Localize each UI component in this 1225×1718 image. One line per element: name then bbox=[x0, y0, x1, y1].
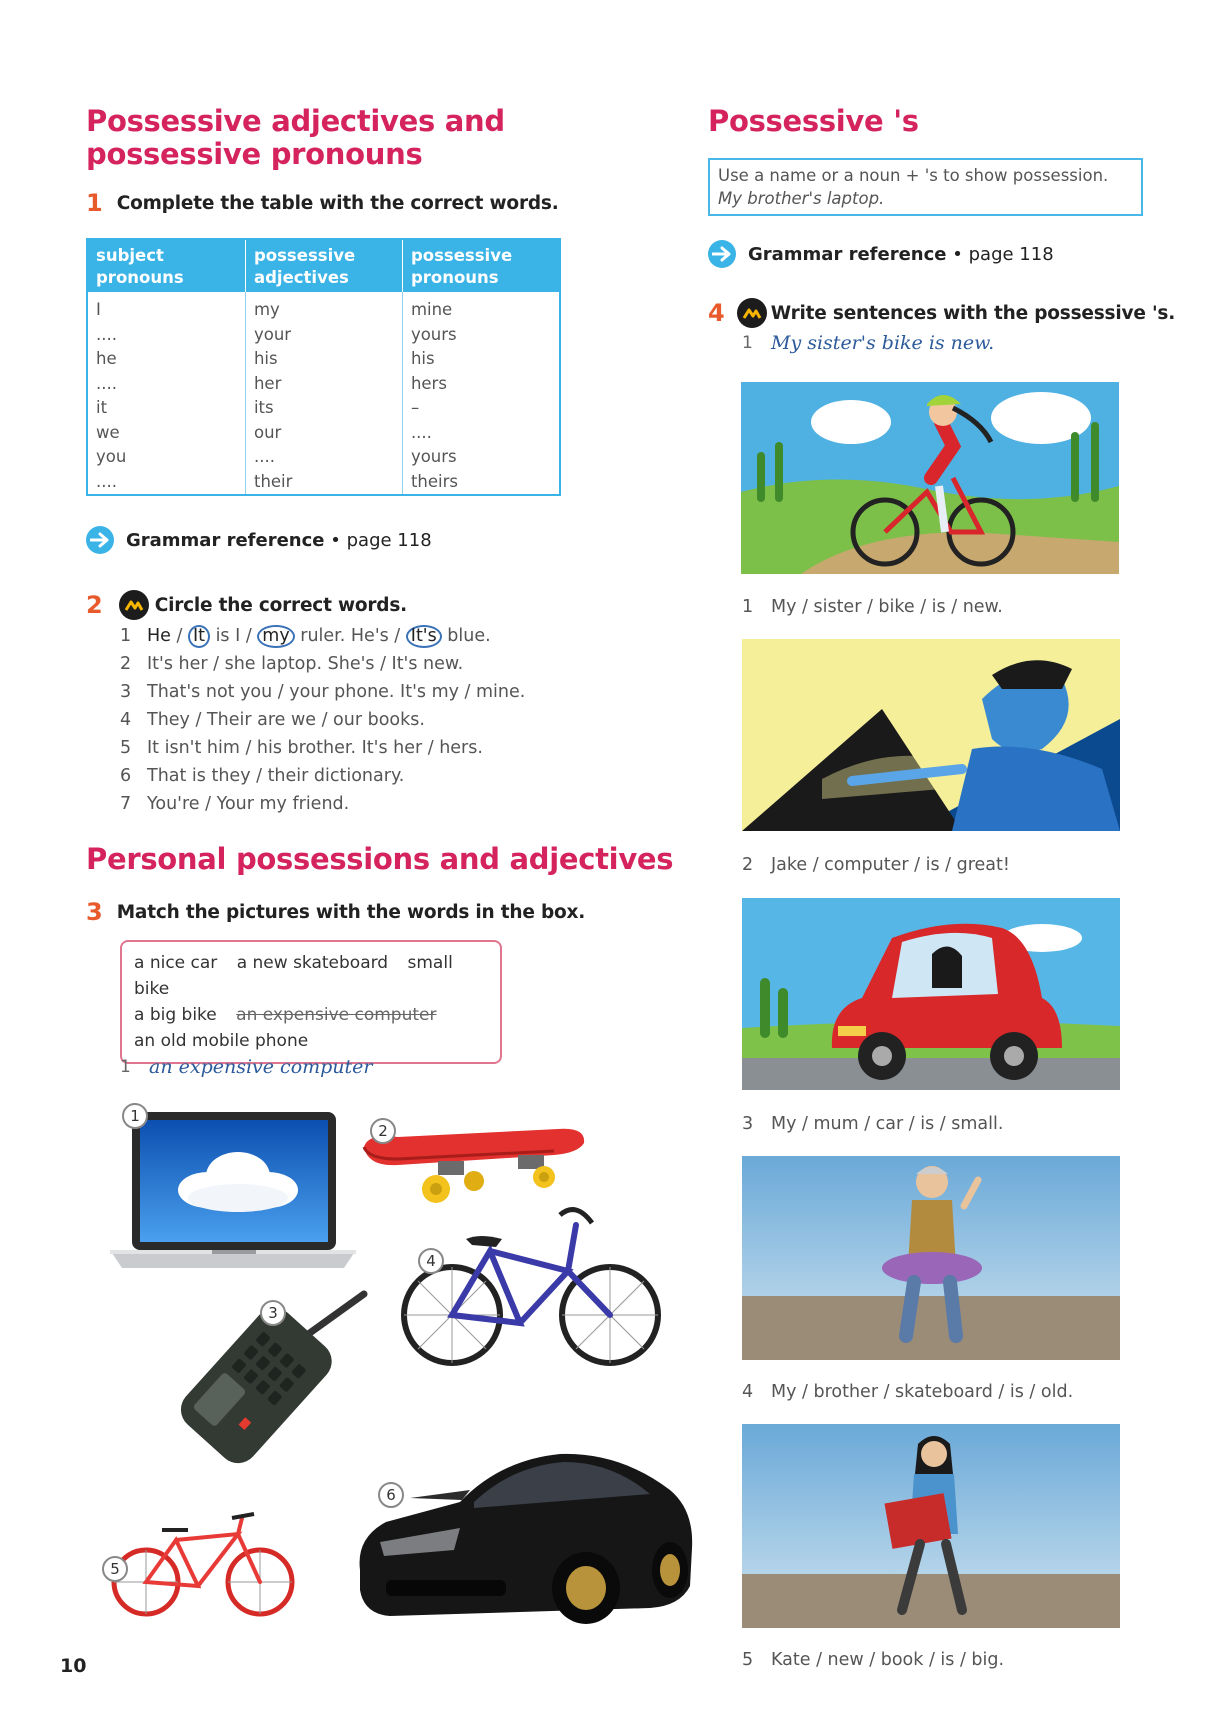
rule-text: Use a name or a noun + 's to show possession. bbox=[718, 166, 1109, 185]
exercise-4-header bbox=[708, 298, 1175, 328]
item-text-example: He / It is I / my ruler. He's / It's blue. bbox=[147, 626, 491, 646]
table-cell: – bbox=[410, 398, 420, 417]
rule-box bbox=[708, 158, 1143, 216]
list-item bbox=[120, 790, 525, 818]
table-cell: you bbox=[96, 447, 127, 466]
exercise-instruction: Complete the table with the correct words. bbox=[116, 192, 559, 214]
list-item bbox=[120, 734, 525, 762]
item-text[interactable]: It's her / she laptop. She's / It's new. bbox=[147, 654, 464, 674]
table-header bbox=[88, 240, 559, 292]
table-cell: yours bbox=[410, 324, 457, 344]
exercise-2-header bbox=[86, 590, 407, 620]
exercise-number: 1 bbox=[86, 189, 103, 217]
table-cell: we bbox=[96, 422, 120, 442]
item-text[interactable]: You're / Your my friend. bbox=[147, 794, 350, 814]
item-number: 2 bbox=[120, 654, 132, 674]
caption-number: 5 bbox=[742, 1650, 754, 1670]
word-box-item[interactable]: a new skateboard bbox=[236, 953, 389, 973]
caption-number: 1 bbox=[742, 597, 754, 617]
arrow-right-icon bbox=[86, 526, 114, 554]
rule-example: My brother's laptop. bbox=[718, 189, 885, 208]
table-cell: their bbox=[253, 471, 293, 491]
item-number: 5 bbox=[120, 738, 132, 758]
exercise-instruction: Write sentences with the possessive 's. bbox=[770, 302, 1176, 324]
caption-text: Jake / computer / is / great! bbox=[771, 855, 1010, 875]
page-number: 10 bbox=[60, 1655, 87, 1677]
table-cell: it bbox=[96, 398, 108, 417]
caption-number: 3 bbox=[742, 1114, 754, 1134]
grammar-reference-link[interactable] bbox=[708, 240, 1054, 268]
item-text[interactable]: It isn't him / his brother. It's her / hers. bbox=[147, 738, 483, 758]
caption-item bbox=[742, 597, 1003, 617]
picture-number-badge: 2 bbox=[370, 1118, 396, 1144]
caption-text: My / sister / bike / is / new. bbox=[771, 597, 1003, 617]
arrow-right-icon bbox=[708, 240, 736, 268]
table-column-adjectives bbox=[245, 292, 402, 494]
picture-number-badge: 3 bbox=[260, 1300, 286, 1326]
list-item bbox=[120, 762, 525, 790]
black-car-picture bbox=[350, 1430, 695, 1635]
answer-example: an expensive computer bbox=[149, 1056, 373, 1078]
pronoun-table bbox=[86, 238, 561, 496]
caption-item bbox=[742, 1114, 1003, 1134]
table-cell: I bbox=[96, 300, 101, 319]
exercise-4-answer bbox=[742, 332, 994, 354]
table-cell: my bbox=[253, 300, 280, 319]
table-column-subject bbox=[88, 292, 245, 494]
list-item bbox=[120, 650, 525, 678]
grammar-reference-label: Grammar reference bbox=[748, 243, 947, 265]
section-title-personal-possessions: Personal possessions and adjectives bbox=[86, 842, 674, 876]
exercise-number: 4 bbox=[708, 299, 725, 327]
page-reference: page 118 bbox=[346, 529, 432, 551]
caption-item bbox=[742, 1650, 1004, 1670]
table-cell: our bbox=[253, 422, 282, 442]
item-number: 3 bbox=[120, 682, 132, 702]
old-mobile-phone-picture bbox=[150, 1290, 370, 1480]
table-header-cell: possessive pronouns bbox=[402, 240, 559, 292]
audio-icon[interactable] bbox=[737, 298, 767, 328]
caption-item bbox=[742, 855, 1010, 875]
page-reference: page 118 bbox=[968, 243, 1054, 265]
brother-skateboard-picture bbox=[742, 1156, 1120, 1360]
exercise-2-list bbox=[120, 622, 525, 818]
exercise-1-header bbox=[86, 189, 559, 217]
table-cell: his bbox=[410, 349, 435, 368]
exercise-instruction: Circle the correct words. bbox=[154, 594, 407, 616]
answer-number: 1 bbox=[742, 333, 753, 353]
table-cell-blank[interactable]: .... bbox=[253, 447, 275, 466]
list-item bbox=[120, 622, 525, 650]
audio-icon[interactable] bbox=[119, 590, 149, 620]
grammar-reference-label: Grammar reference bbox=[126, 529, 325, 551]
table-cell: he bbox=[96, 349, 117, 368]
word-box-item[interactable]: an old mobile phone bbox=[134, 1031, 309, 1051]
table-cell: her bbox=[253, 373, 282, 393]
caption-item bbox=[742, 1382, 1073, 1402]
section-title-possessive bbox=[86, 105, 505, 171]
exercise-3-answer bbox=[120, 1056, 373, 1078]
item-number: 6 bbox=[120, 766, 132, 786]
answer-number: 1 bbox=[120, 1057, 131, 1077]
table-cell: mine bbox=[410, 300, 453, 319]
picture-number-badge: 6 bbox=[378, 1482, 404, 1508]
table-column-pronouns bbox=[402, 292, 559, 494]
red-bike-picture bbox=[110, 1510, 300, 1622]
caption-text: My / brother / skateboard / is / old. bbox=[771, 1382, 1074, 1402]
exercise-3-header bbox=[86, 898, 585, 926]
girl-cycling-picture bbox=[741, 382, 1119, 574]
table-cell-blank[interactable]: .... bbox=[96, 373, 117, 393]
picture-number-badge: 4 bbox=[418, 1248, 444, 1274]
item-number: 7 bbox=[120, 794, 132, 814]
picture-number-badge: 1 bbox=[122, 1103, 148, 1129]
table-cell: theirs bbox=[410, 471, 458, 491]
laptop-picture bbox=[108, 1110, 358, 1275]
exercise-instruction: Match the pictures with the words in the box. bbox=[116, 901, 586, 923]
answer-example: My sister's bike is new. bbox=[771, 332, 995, 354]
picture-number-badge: 5 bbox=[102, 1556, 128, 1582]
word-box-item[interactable]: a big bike bbox=[134, 1005, 217, 1025]
bullet: • bbox=[952, 243, 963, 265]
table-header-cell: subject pronouns bbox=[96, 246, 184, 287]
item-number: 1 bbox=[120, 626, 132, 646]
item-text[interactable]: That's not you / your phone. It's my / mine. bbox=[147, 682, 526, 702]
item-text[interactable]: They / Their are we / our books. bbox=[147, 710, 425, 730]
item-number: 4 bbox=[120, 710, 132, 730]
item-text[interactable]: That is they / their dictionary. bbox=[147, 766, 405, 786]
grammar-reference-link[interactable] bbox=[86, 526, 432, 554]
table-cell: its bbox=[253, 398, 274, 417]
word-box-item[interactable]: small bike bbox=[134, 953, 453, 999]
exercise-number: 3 bbox=[86, 898, 103, 926]
table-cell-blank[interactable]: .... bbox=[96, 324, 117, 344]
section-title-possessive-s: Possessive 's bbox=[708, 104, 919, 138]
table-cell-blank[interactable]: .... bbox=[410, 422, 432, 442]
bullet: • bbox=[330, 529, 341, 551]
list-item bbox=[120, 706, 525, 734]
caption-text: Kate / new / book / is / big. bbox=[771, 1650, 1005, 1670]
list-item bbox=[120, 678, 525, 706]
caption-number: 4 bbox=[742, 1382, 754, 1402]
table-cell-blank[interactable]: .... bbox=[96, 471, 117, 491]
boy-computer-picture bbox=[742, 639, 1120, 831]
table-cell: hers bbox=[410, 373, 447, 393]
word-box-item-used: an expensive computer bbox=[236, 1005, 437, 1025]
caption-text: My / mum / car / is / small. bbox=[771, 1114, 1004, 1134]
word-box-item[interactable]: a nice car bbox=[134, 953, 218, 973]
caption-number: 2 bbox=[742, 855, 754, 875]
title-line-2: possessive pronouns bbox=[86, 137, 423, 171]
table-cell: your bbox=[253, 324, 292, 344]
blue-bike-picture bbox=[400, 1195, 670, 1375]
word-box bbox=[120, 940, 502, 1064]
table-body bbox=[88, 292, 559, 494]
mum-red-car-picture bbox=[742, 898, 1120, 1090]
table-header-cell: possessive adjectives bbox=[245, 240, 402, 292]
table-cell: yours bbox=[410, 447, 457, 466]
kate-book-picture bbox=[742, 1424, 1120, 1628]
title-line-1: Possessive adjectives and bbox=[86, 104, 505, 138]
table-cell: his bbox=[253, 349, 278, 368]
exercise-number: 2 bbox=[86, 591, 103, 619]
